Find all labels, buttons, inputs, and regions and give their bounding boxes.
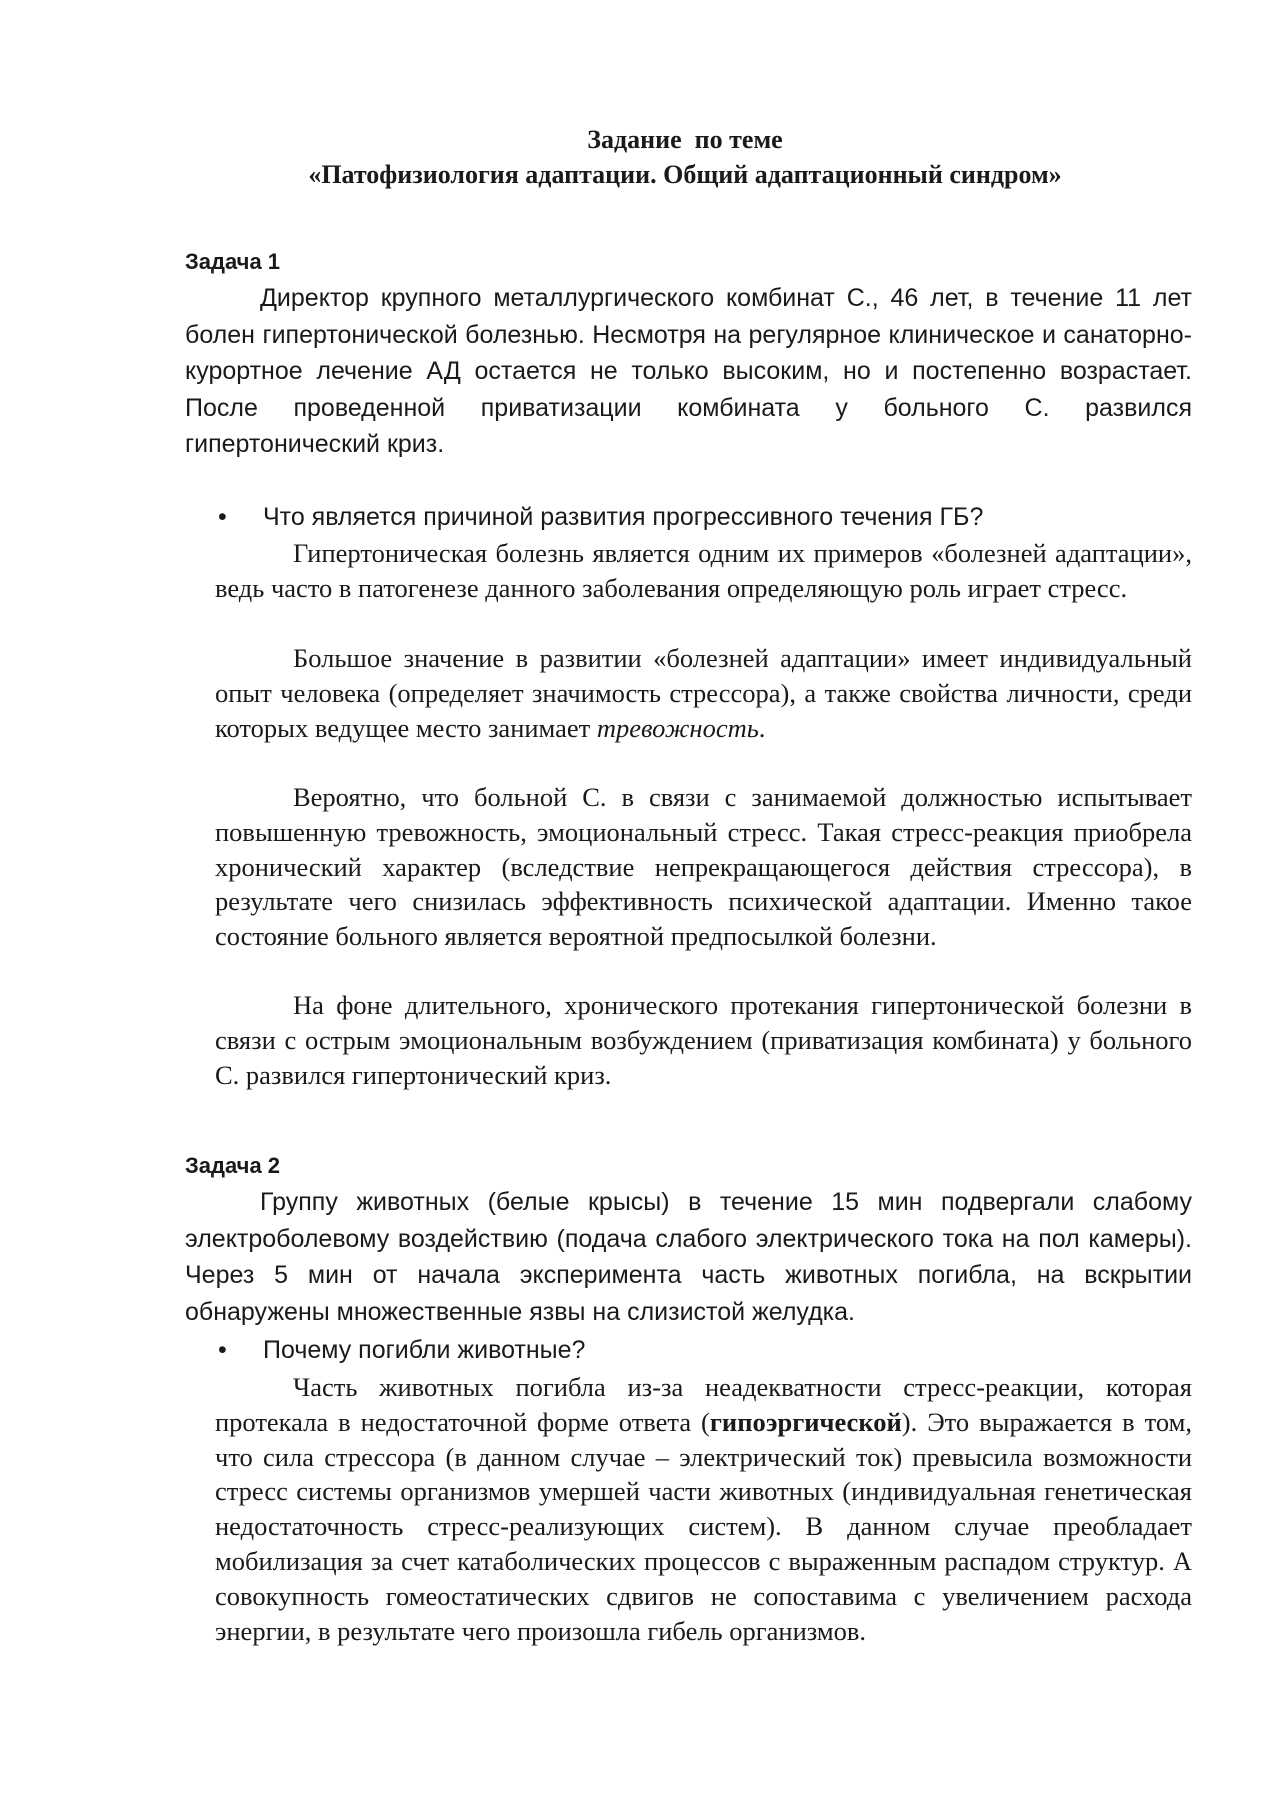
task2-answer (215, 1370, 1192, 1648)
task1-label: Задача 1 (185, 249, 281, 274)
task2-label: Задача 2 (185, 1153, 281, 1178)
task1-answer-p1: Гипертоническая болезнь является одним их примеров «болезней адаптации», ведь часто в патогенезе данного заболевания определяющую роль играет стресс. (215, 538, 1192, 603)
task1-answer-p2-end: . (758, 712, 766, 743)
task1-answer-p4: На фоне длительного, хронического протекания гипертонической болезни в связи с острым эмоциональным возбуждением (приватизация комбината) у больного С. развился гипертонический криз. (215, 990, 1192, 1090)
header-title: Задание по теме (587, 125, 783, 154)
task1-answer-p3: Вероятно, что больной С. в связи с занимаемой должностью испытывает повышенную тревожность, эмоциональный стресс. Такая стресс-реакция приобрела хронический характер (вследствие непрекращающегося действия стрессора), в результате чего снизилась эффективность психической адаптации. Именно такое состояние больного является вероятной предпосылкой болезни. (215, 782, 1192, 952)
task2-question: Почему погибли животные? (263, 1336, 586, 1364)
task2-answer-start: Часть животных погибла из-за неадекватности стресс-реакции, которая протекала в недостаточной форме ответа ( (215, 1372, 1192, 1437)
task1-answer-p2 (215, 641, 1192, 745)
header-subtitle: «Патофизиология адаптации. Общий адаптационный синдром» (308, 160, 1062, 189)
task2-answer-bold-term: гипоэргической (709, 1406, 902, 1437)
task1-answer-p2-text: Большое значение в развитии «болезней адаптации» имеет индивидуальный опыт человека (определяет значимость стрессора), а также свойства личности, среди которых ведущее место занимает (215, 643, 1192, 743)
task1-question: Что является причиной развития прогрессивного течения ГБ? (263, 503, 984, 531)
task2-answer-end: ). Это выражается в том, что сила стрессора (в данном случае – электрический ток) превысила возможности стресс системы организмов умершей части животных (индивидуальная генетическая недостаточность стресс-реализующих систем). В данном случае преобладает мобилизация за счет катаболических процессов с выраженным распадом структур. А совокупность гомеостатических сдвигов не сопоставима с увеличением расхода энергии, в результате чего произошла гибель организмов. (215, 1406, 1192, 1646)
document-header (185, 122, 1185, 192)
task2-condition: Группу животных (белые крысы) в течение 15 мин подвергали слабому электроболевому воздействию (подача слабого электрического тока на пол камеры). Через 5 мин от начала эксперимента часть животных погибла, на вскрытии обнаружены множественные язвы на слизистой желудка. (185, 1188, 1192, 1326)
bullet-icon: • (218, 503, 227, 531)
task1-condition: Директор крупного металлургического комбинат С., 46 лет, в течение 11 лет болен гипертонической болезнью. Несмотря на регулярное клиническое и санаторно-курортное лечение АД остается не только высоким, но и постепенно возрастает. После проведенной приватизации комбината у больного С. развился гипертонический криз. (185, 284, 1192, 458)
task1-answer-p2-emphasis: тревожность (596, 712, 759, 743)
bullet-icon: • (218, 1336, 227, 1364)
